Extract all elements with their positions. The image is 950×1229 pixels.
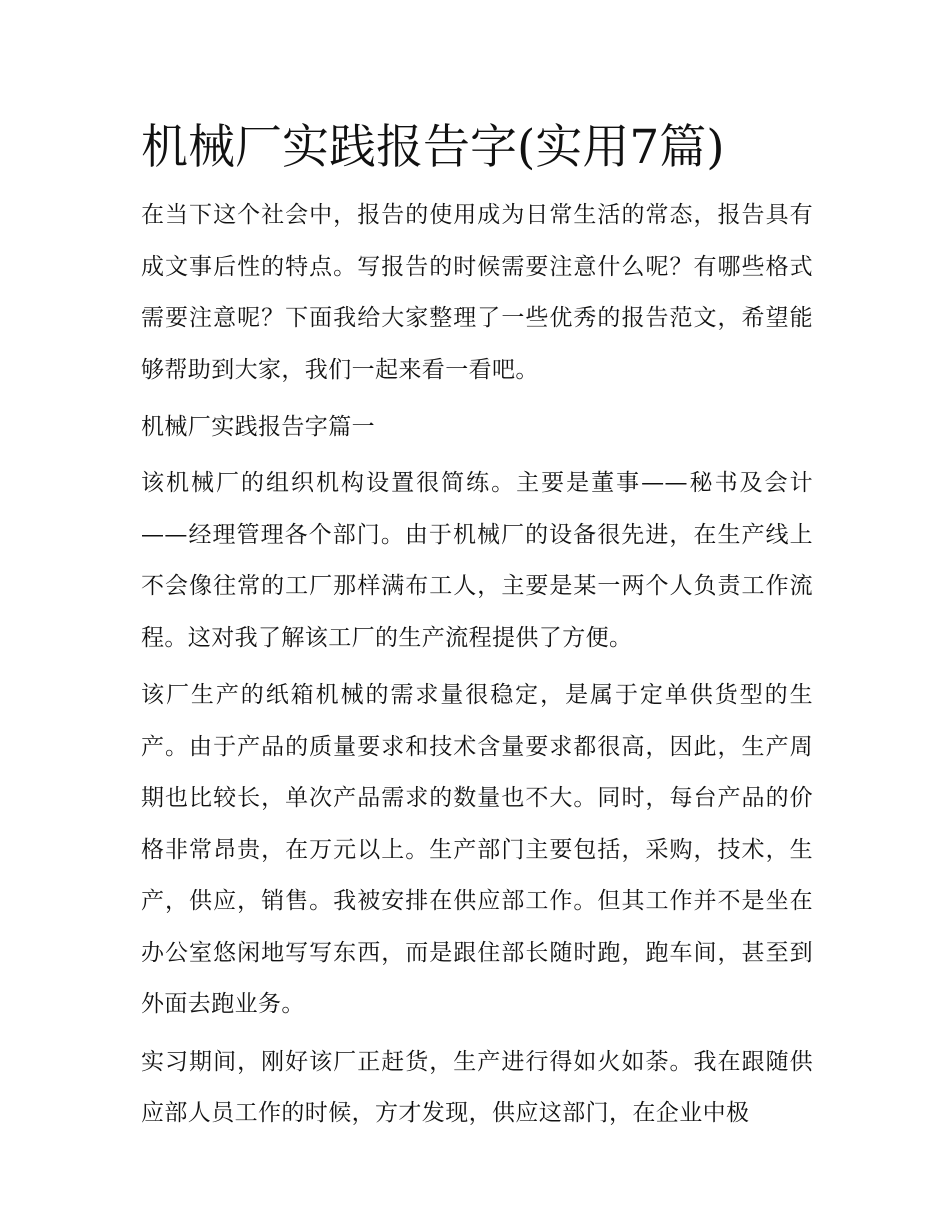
- body-paragraph-1: 该机械厂的组织机构设置很简练。主要是董事——秘书及会计——经理管理各个部门。由于机械厂的设备很先进，在生产线上不会像往常的工厂那样满布工人，主要是某一两个人负责工作流程。这对我了解该工厂的生产流程提供了方便。: [141, 470, 813, 651]
- document-page: [141, 114, 813, 1146]
- section-heading: 机械厂实践报告字篇一: [141, 414, 375, 440]
- document-title: 机械厂实践报告字(实用7篇): [141, 120, 725, 175]
- body-paragraph-2: 该厂生产的纸箱机械的需求量很稳定，是属于定单供货型的生产。由于产品的质量要求和技术含量要求都很高，因此，生产周期也比较长，单次产品需求的数量也不大。同时，每台产品的价格非常昂贵，在万元以上。生产部门主要包括，采购，技术，生产，供应，销售。我被安排在供应部工作。但其工作并不是坐在办公室悠闲地写写东西，而是跟住部长随时跑，跑车间，甚至到外面去跑业务。: [141, 682, 813, 1017]
- body-paragraph-3: 实习期间，刚好该厂正赶货，生产进行得如火如荼。我在跟随供应部人员工作的时候，方才发现，供应这部门，在企业中极: [141, 1048, 813, 1126]
- intro-paragraph: 在当下这个社会中，报告的使用成为日常生活的常态，报告具有成文事后性的特点。写报告的时候需要注意什么呢？有哪些格式需要注意呢？下面我给大家整理了一些优秀的报告范文，希望能够帮助到大家，我们一起来看一看吧。: [141, 202, 813, 383]
